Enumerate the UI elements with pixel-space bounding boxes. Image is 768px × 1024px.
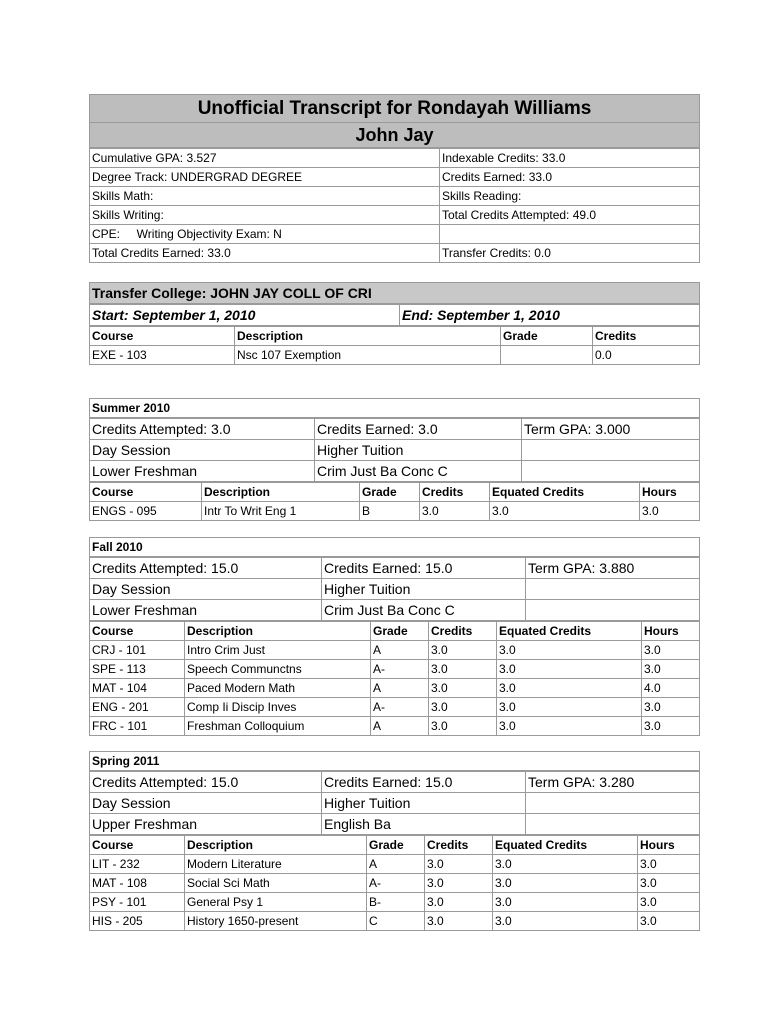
term-info-cell: English Ba — [322, 814, 526, 835]
table-cell: 3.0 — [425, 855, 493, 874]
summary-row — [90, 168, 700, 187]
term-info-table — [89, 557, 700, 621]
table-cell: 3.0 — [497, 698, 642, 717]
term-info-cell — [522, 461, 700, 482]
table-cell: 3.0 — [497, 660, 642, 679]
table-cell: 3.0 — [497, 641, 642, 660]
column-header: Equated Credits — [497, 622, 642, 641]
summary-cell — [440, 225, 700, 244]
table-cell: General Psy 1 — [185, 893, 367, 912]
table-cell: CRJ - 101 — [90, 641, 185, 660]
table-cell — [501, 346, 593, 365]
table-row — [90, 893, 700, 912]
term-info-row — [90, 600, 700, 621]
term-info-cell: Term GPA: 3.880 — [526, 558, 700, 579]
table-cell: SPE - 113 — [90, 660, 185, 679]
table-cell: 3.0 — [640, 502, 700, 521]
table-cell: 3.0 — [638, 893, 700, 912]
transfer-dates — [89, 304, 700, 326]
table-cell: C — [367, 912, 425, 931]
table-cell: 4.0 — [642, 679, 700, 698]
term-info-table — [89, 418, 700, 482]
course-header-row — [90, 483, 700, 502]
table-cell: Speech Communctns — [185, 660, 371, 679]
table-row — [90, 912, 700, 931]
table-cell: 3.0 — [493, 855, 638, 874]
table-cell: History 1650-present — [185, 912, 367, 931]
table-cell: 3.0 — [638, 874, 700, 893]
column-header: Grade — [501, 327, 593, 346]
table-cell: 3.0 — [642, 698, 700, 717]
column-header: Grade — [367, 836, 425, 855]
table-cell: 3.0 — [642, 641, 700, 660]
column-header: Grade — [371, 622, 429, 641]
term-section — [89, 751, 700, 931]
summary-cell: Indexable Credits: 33.0 — [440, 149, 700, 168]
term-name: Spring 2011 — [90, 752, 700, 771]
summary-row — [90, 187, 700, 206]
term-name: Summer 2010 — [90, 399, 700, 418]
summary-cell: Degree Track: UNDERGRAD DEGREE — [90, 168, 440, 187]
term-info-cell: Day Session — [90, 793, 322, 814]
table-cell: 3.0 — [642, 660, 700, 679]
table-cell: 3.0 — [497, 679, 642, 698]
table-cell: 3.0 — [642, 717, 700, 736]
table-row — [90, 698, 700, 717]
table-cell: 3.0 — [493, 912, 638, 931]
term-info-cell — [522, 440, 700, 461]
table-cell: 3.0 — [493, 874, 638, 893]
table-cell: Paced Modern Math — [185, 679, 371, 698]
summary-cell: Skills Reading: — [440, 187, 700, 206]
table-cell: Intr To Writ Eng 1 — [202, 502, 360, 521]
term-info-row — [90, 814, 700, 835]
transfer-end: End: September 1, 2010 — [400, 305, 700, 326]
column-header: Grade — [360, 483, 420, 502]
course-table — [89, 482, 700, 521]
table-cell: B — [360, 502, 420, 521]
table-row — [90, 660, 700, 679]
summary-cell: Credits Earned: 33.0 — [440, 168, 700, 187]
table-row — [90, 717, 700, 736]
summary-row — [90, 225, 700, 244]
column-header: Description — [235, 327, 501, 346]
summary-row — [90, 244, 700, 263]
term-info-cell: Day Session — [90, 440, 315, 461]
table-row — [90, 502, 700, 521]
table-cell: 3.0 — [493, 893, 638, 912]
term-info-cell: Crim Just Ba Conc C — [315, 461, 522, 482]
column-header: Course — [90, 622, 185, 641]
table-cell: LIT - 232 — [90, 855, 185, 874]
term-info-cell — [526, 579, 700, 600]
column-header: Equated Credits — [490, 483, 640, 502]
table-cell: A — [371, 641, 429, 660]
table-cell: A — [371, 717, 429, 736]
course-header-row — [90, 836, 700, 855]
term-info-cell: Term GPA: 3.280 — [526, 772, 700, 793]
term-info-row — [90, 772, 700, 793]
table-cell: PSY - 101 — [90, 893, 185, 912]
table-cell: MAT - 104 — [90, 679, 185, 698]
column-header: Hours — [638, 836, 700, 855]
course-header-row — [90, 622, 700, 641]
column-header: Description — [185, 622, 371, 641]
term-info-cell: Higher Tuition — [315, 440, 522, 461]
table-cell: 3.0 — [490, 502, 640, 521]
summary-table — [89, 148, 700, 263]
table-cell: EXE - 103 — [90, 346, 235, 365]
transfer-start: Start: September 1, 2010 — [90, 305, 400, 326]
term-info-cell: Credits Earned: 3.0 — [315, 419, 522, 440]
term-info-cell — [526, 814, 700, 835]
table-cell: 3.0 — [638, 912, 700, 931]
column-header: Credits — [420, 483, 490, 502]
table-cell: Freshman Colloquium — [185, 717, 371, 736]
column-header: Course — [90, 483, 202, 502]
transfer-header-row — [90, 327, 700, 346]
table-cell: 3.0 — [638, 855, 700, 874]
summary-cell: Skills Math: — [90, 187, 440, 206]
term-info-row — [90, 558, 700, 579]
summary-row — [90, 149, 700, 168]
transfer-table — [89, 326, 700, 365]
table-cell: ENG - 201 — [90, 698, 185, 717]
summary-cell: Cumulative GPA: 3.527 — [90, 149, 440, 168]
table-cell: Intro Crim Just — [185, 641, 371, 660]
table-cell: 3.0 — [429, 717, 497, 736]
table-cell: Comp Ii Discip Inves — [185, 698, 371, 717]
table-cell: 3.0 — [429, 641, 497, 660]
school-name: John Jay — [90, 123, 700, 148]
term-info-cell: Day Session — [90, 579, 322, 600]
table-cell: A — [371, 679, 429, 698]
term-info-row — [90, 461, 700, 482]
table-cell: 3.0 — [425, 893, 493, 912]
table-cell: ENGS - 095 — [90, 502, 202, 521]
term-info-cell: Credits Attempted: 15.0 — [90, 558, 322, 579]
term-info-row — [90, 579, 700, 600]
table-cell: 3.0 — [425, 912, 493, 931]
table-cell: Nsc 107 Exemption — [235, 346, 501, 365]
term-info-cell: Crim Just Ba Conc C — [322, 600, 526, 621]
table-cell: Social Sci Math — [185, 874, 367, 893]
summary-cell: CPE: Writing Objectivity Exam: N — [90, 225, 440, 244]
transcript-summary — [89, 94, 700, 263]
table-cell: Modern Literature — [185, 855, 367, 874]
term-info-cell: Higher Tuition — [322, 793, 526, 814]
column-header: Course — [90, 327, 235, 346]
column-header: Credits — [593, 327, 700, 346]
summary-row — [90, 206, 700, 225]
term-section — [89, 398, 700, 521]
summary-cell: Total Credits Earned: 33.0 — [90, 244, 440, 263]
table-cell: B- — [367, 893, 425, 912]
column-header: Description — [202, 483, 360, 502]
term-info-cell — [526, 600, 700, 621]
table-cell: FRC - 101 — [90, 717, 185, 736]
table-cell: A — [367, 855, 425, 874]
course-table — [89, 835, 700, 931]
term-info-row — [90, 793, 700, 814]
title-table — [89, 94, 700, 148]
column-header: Credits — [429, 622, 497, 641]
term-info-row — [90, 440, 700, 461]
column-header: Description — [185, 836, 367, 855]
table-row — [90, 874, 700, 893]
term-info-cell: Credits Attempted: 3.0 — [90, 419, 315, 440]
summary-cell: Transfer Credits: 0.0 — [440, 244, 700, 263]
term-info-cell — [526, 793, 700, 814]
term-info-cell: Credits Earned: 15.0 — [322, 772, 526, 793]
table-cell: A- — [367, 874, 425, 893]
table-cell: 3.0 — [497, 717, 642, 736]
term-info-table — [89, 771, 700, 835]
table-cell: A- — [371, 698, 429, 717]
term-info-cell: Credits Attempted: 15.0 — [90, 772, 322, 793]
column-header: Hours — [640, 483, 700, 502]
transfer-college: Transfer College: JOHN JAY COLL OF CRI — [90, 283, 700, 304]
table-row — [90, 855, 700, 874]
table-row — [90, 679, 700, 698]
transfer-section — [89, 282, 700, 365]
term-section — [89, 537, 700, 736]
table-cell: 3.0 — [429, 698, 497, 717]
term-info-cell: Term GPA: 3.000 — [522, 419, 700, 440]
term-info-cell: Lower Freshman — [90, 461, 315, 482]
table-cell: 3.0 — [425, 874, 493, 893]
column-header: Course — [90, 836, 185, 855]
term-info-row — [90, 419, 700, 440]
table-cell: A- — [371, 660, 429, 679]
table-row — [90, 346, 700, 365]
term-info-cell: Credits Earned: 15.0 — [322, 558, 526, 579]
column-header: Equated Credits — [493, 836, 638, 855]
term-info-cell: Higher Tuition — [322, 579, 526, 600]
summary-cell: Skills Writing: — [90, 206, 440, 225]
column-header: Credits — [425, 836, 493, 855]
table-cell: 0.0 — [593, 346, 700, 365]
course-table — [89, 621, 700, 736]
table-cell: 3.0 — [429, 660, 497, 679]
term-info-cell: Upper Freshman — [90, 814, 322, 835]
column-header: Hours — [642, 622, 700, 641]
term-info-cell: Lower Freshman — [90, 600, 322, 621]
table-cell: 3.0 — [420, 502, 490, 521]
table-cell: MAT - 108 — [90, 874, 185, 893]
table-cell: 3.0 — [429, 679, 497, 698]
table-row — [90, 641, 700, 660]
term-name: Fall 2010 — [90, 538, 700, 557]
page-title: Unofficial Transcript for Rondayah Williams — [90, 95, 700, 123]
summary-cell: Total Credits Attempted: 49.0 — [440, 206, 700, 225]
table-cell: HIS - 205 — [90, 912, 185, 931]
